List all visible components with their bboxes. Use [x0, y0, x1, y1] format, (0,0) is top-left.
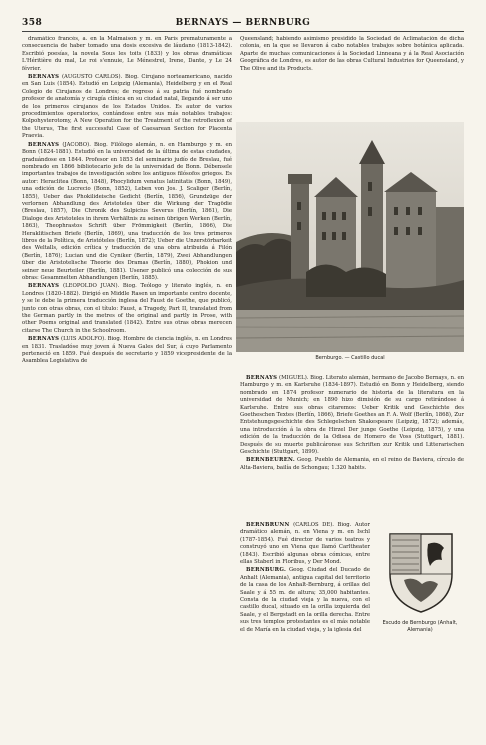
entry-bernburg: BERNBURG. Geog. Ciudad del Ducado de Anhalt (Alemania), antigua capital del territorio de la casa de los Anhalt-Bernburg, á orillas del Saale y á 55 m. de altura; 35,000 habitantes. Consta de la ciudad vieja y la nueva, con el castillo ducal, situado en la orilla izquierda del Saale, y el Bergstadt en la orilla derecha. Entre sus tres templos protestantes es el más notable el de María en la ciudad vieja, y la iglesia del: [240, 567, 370, 633]
shield-caption: Escudo de Bernburgo (Anhalt, Alemania): [382, 620, 458, 633]
header-rule: [22, 31, 464, 32]
running-header: [22, 18, 464, 32]
coat-of-arms: [386, 530, 456, 614]
castle-photo: [236, 122, 464, 352]
running-title: BERNAYS — BERNBURG: [175, 18, 311, 28]
page-number: 358: [22, 18, 43, 28]
castle-illustration: [236, 122, 464, 352]
entry-bernays-luis: BERNAYS (LUIS ADOLFO). Biog. Hombre de ciencia inglés, n. en Londres en 1831. Trasladóse muy joven á Nueva Gales del Sur, á cuyo Parlamento perteneció en 1859. Fué después de secretario y 1859 vicepresidente de la Asamblea Legislativa de: [22, 336, 232, 365]
left-column: [22, 36, 232, 728]
entry-bernbrunn: BERNBRUNN (CARLOS DE). Biog. Autor dramático alemán, n. en Viena y m. en Ischl (1787-1854). Fué director de varios teatros y construyó uno en Viena que llamó Carltheater (1843). Escribió algunas obras cómicas, entre ellas Staberl in Floribus, y Der Mond.: [240, 522, 370, 566]
entry-bernays-leopoldo: BERNAYS (LEOPOLDO JUAN). Biog. Teólogo y literato inglés, n. en Londres (1820-1882). Dirigió en Middle Rasen un importante centro docente, y se le debe la primera traducción inglesa del Faust de Goethe, que publicó, junto con otras obras, con el título: Faust, a Tragedy, Part II, translated from the German partly in the metres of the original and partly in Prose, with other Poems original and translated (1842). Entre sus otras obras merecen citarse The Church in the Schoolroom.: [22, 283, 232, 334]
narrow-column: [240, 522, 370, 728]
right-column-top: [240, 36, 464, 120]
shield-icon: [386, 530, 456, 614]
entry-bernays-augusto: BERNAYS (AUGUSTO CARLOS). Biog. Cirujano norteamericano, nacido en San Luis (1854). Estudió en Leipzig (Alemania), Heidelberg y en el Real Colegio de Cirujanos de Londres; de regreso á su patria fué nombrado profesor de anatomía y cirugía clínica en su ciudad natal, llegando á ser uno de los primeros cirujanos de los Estados Unidos. Es autor de varios procedimientos operatorios, contándose entre sus más notables trabajos: Kolpohysterotomy, A New Operation for the Treatment of the retroflexion of the Uterus, The first successful Case of Caesarean Section for Placenta Praevia.: [22, 74, 232, 140]
entry-bernays-jacobo: BERNAYS (JACOBO). Biog. Filólogo alemán, n. en Hamburgo y m. en Bonn (1824-1881). Estudió en la universidad de la última de estas ciudades, graduándose en 1844. Profesor en 1853 del seminario judío de Breslau, fué nombrado en 1866 bibliotecario jefe de la universidad de Bonn. Débensele importantes trabajos de investigación sobre los antiguos filósofos griegos. Es autor: Heraclitea (Bonn, 1848), Phocylidum venatus latinitatis (Bonn, 1849), una edición de Lucrecio (Bonn, 1852), Leben von Jos. J. Scaliger (Berlín, 1855), Ueber das Phokilideische Gedicht (Berlín, 1856), Grundzüge der verlornen Abhandlung des Aristoteles über die Wirkung der Tragödie (Breslau, 1857), Die Chronik des Sulpicius Severus (Berlín, 1861), Die Dialoge des Aristoteles in ihrem Verhältnis zu seinen übrigen Werken (Berlín, 1863), Theophrastos Schrift über Frömmigkeit (Berlín, 1866), Die Heraklitischen Briefe (Berlín, 1869), una traducción de los tres primeros libros de la Política, de Aristóteles (Berlín, 1872); Ueber die Unzerstörbarkeit des Weltalls, edición crítica y traducción de una obra atribuida á Filón (Berlín, 1876); Lucian und die Cyniker (Berlín, 1879), Zwei Abhandlungen über die Aristotelische Theorie des Dramas (Berlín, 1880), Phokion und seiner neue Beurteiler (Berlín, 1881). Usener publicó una colección de sus obras: Gesammelten Abhandlungen (Berlín, 1885).: [22, 141, 232, 281]
photo-caption: Bernburgo. — Castillo ducal: [315, 355, 385, 361]
entry-bernays-miguel: BERNAYS (MIGUEL). Biog. Literato alemán, hermano de Jacobo Bernays, n. en Hamburgo y m. en Karlsruhe (1834-1897). Estudió en Bonn y Heidelberg, siendo nombrado en 1874 profesor numerario de historia de la literatura en la universidad de Munich; en 1890 hizo dimisión de su cargo retirándose á Karlsruhe. Entre sus obras citaremos: Ueber Kritik und Geschichte des Goetheschen Textes (Berlín, 1866), Briefe Goethes an F. A. Wolf (Berlín, 1868), Zur Entstehungsgeschichte des Schlegelschen Shakespeare (Leipzig, 1872); además, una introducción á la obra de Hirzel Der junge Goethe (Leipzig, 1875), y una edición de la traducción de la Odisea de Homero de Voss (Stuttgart, 1881). Después de su muerte publicáronse sus Schriften zur Kritik und Litterarischen Geschichte (Stuttgart, 1899).: [240, 375, 464, 456]
entry-berthoud-cont: dramático francés, a. en la Malmaison y m. en París prematuramente a consecuencia de haber tomado una dosis excesiva de láudano (1813-1842). Escribió poesías, la novela Sous les toits (1833) y los obras dramáticas L'Héritière du mal, Le roi s'ennuie, Le Ménestrel, Irene, Dante, y Le 24 février.: [22, 36, 232, 72]
entry-bernbeuren: BERNBEUREN. Geog. Pueblo de Alemania, en el reino de Baviera, círculo de Alta-Baviera, bailía de Schongau; 1.320 habits.: [240, 457, 464, 471]
entry-bernays-luis-cont: Queensland; habiendo asimismo presidido la Sociedad de Aclimatación de dicha colonia, en la que se llevaron á cabo notables trabajos sobre botánica aplicada. Aparte de muchas comunicaciones á la Sociedad Linneana y á la Real Asociación Geográfica de Londres, es autor de las obras Cultural Industries for Queensland, y The Olive and its Products.: [240, 36, 464, 72]
